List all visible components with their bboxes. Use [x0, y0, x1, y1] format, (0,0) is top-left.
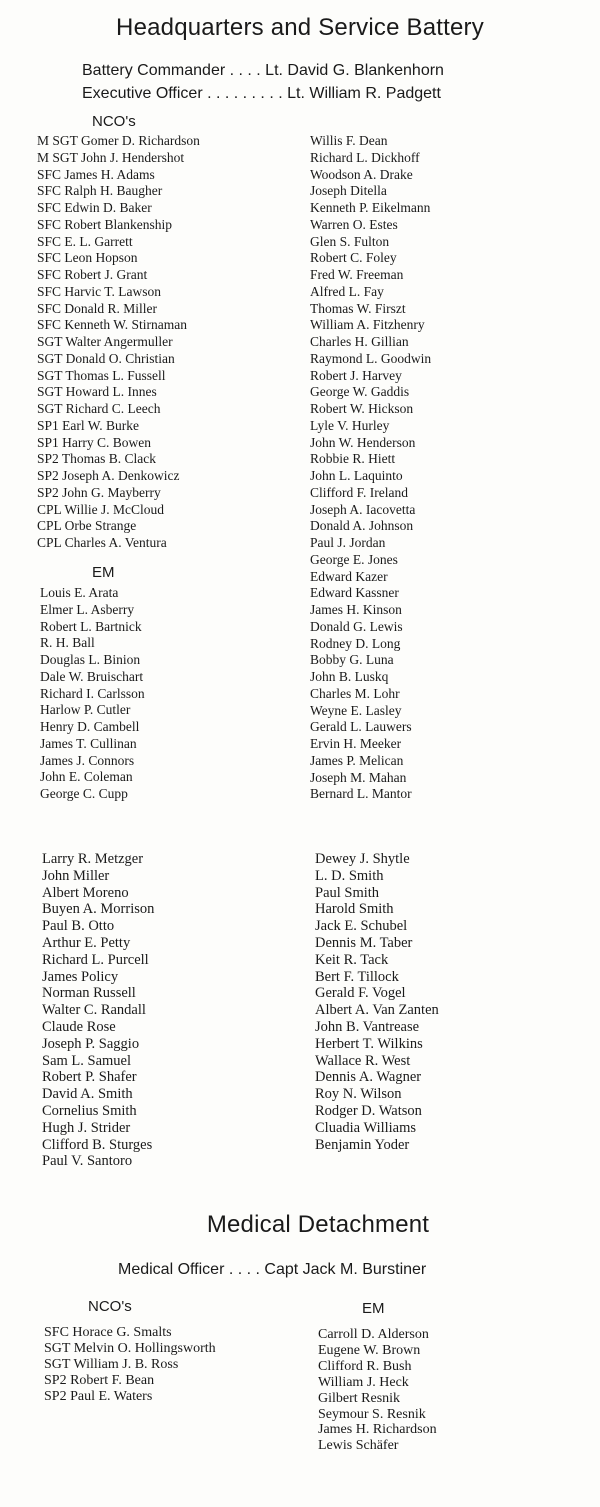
list-item: Paul B. Otto	[42, 918, 115, 935]
list-item: Charles M. Lohr	[310, 685, 400, 701]
medical-em-label: EM	[362, 1300, 385, 1317]
list-item: Cornelius Smith	[42, 1102, 137, 1119]
list-item: SFC Horace G. Smalts	[44, 1325, 172, 1340]
list-item: SP2 Thomas B. Clack	[37, 451, 157, 467]
list-item: Albert A. Van Zanten	[315, 1002, 439, 1019]
list-item: Donald G. Lewis	[310, 618, 403, 634]
list-item: Robert J. Harvey	[310, 367, 402, 383]
list-item: Gerald L. Lauwers	[310, 719, 412, 735]
list-item: Glen S. Fulton	[310, 233, 390, 249]
list-item: David A. Smith	[42, 1086, 133, 1103]
hq-right-column-list	[310, 133, 431, 803]
list-item: SGT Melvin O. Hollingsworth	[44, 1340, 216, 1356]
list-item: Robert P. Shafer	[42, 1069, 137, 1086]
list-item: Lewis Schäfer	[318, 1438, 399, 1454]
list-item: Sam L. Samuel	[42, 1052, 132, 1069]
list-item: Richard L. Purcell	[42, 951, 149, 968]
list-item: John B. Vantrease	[315, 1018, 420, 1035]
list-item: John W. Henderson	[310, 434, 416, 450]
list-item: Joseph Ditella	[310, 183, 387, 199]
executive-officer-line: Executive Officer . . . . . . . . . Lt. William R. Padgett	[82, 85, 441, 102]
list-item: Thomas W. Firszt	[310, 300, 406, 316]
list-item: Dewey J. Shytle	[315, 851, 410, 867]
list-item: SP1 Harry C. Bowen	[37, 434, 151, 450]
list-item: M SGT Gomer D. Richardson	[37, 133, 200, 148]
hq-nco-label: NCO's	[92, 113, 136, 130]
list-item: SP2 Robert F. Bean	[44, 1372, 155, 1388]
list-item: CPL Orbe Strange	[37, 518, 137, 534]
list-item: Claude Rose	[42, 1018, 116, 1035]
list-item: Richard L. Dickhoff	[310, 149, 420, 165]
list-item: SFC Kenneth W. Stirnaman	[37, 317, 188, 333]
hq-em2-left-list	[42, 851, 154, 1170]
list-item: Albert Moreno	[42, 884, 129, 901]
list-item: Woodson A. Drake	[310, 166, 413, 182]
list-item: Robert L. Bartnick	[40, 618, 142, 634]
list-item: John L. Laquinto	[310, 468, 403, 483]
list-item: SFC Donald R. Miller	[37, 300, 158, 316]
list-item: Harold Smith	[315, 901, 394, 918]
medical-em-list	[318, 1327, 437, 1454]
list-item: Eugene W. Brown	[318, 1342, 421, 1358]
list-item: Robert W. Hickson	[310, 401, 414, 416]
list-item: SP2 John G. Mayberry	[37, 484, 161, 500]
list-item: Dale W. Bruischart	[40, 668, 144, 684]
list-item: James T. Cullinan	[40, 735, 137, 751]
medical-officer-line: Medical Officer . . . . Capt Jack M. Burstiner	[118, 1261, 427, 1278]
list-item: Joseph P. Saggio	[42, 1035, 140, 1052]
list-item: Buyen A. Morrison	[42, 901, 155, 918]
list-item: Herbert T. Wilkins	[315, 1035, 423, 1052]
list-item: Douglas L. Binion	[40, 652, 141, 667]
list-item: R. H. Ball	[40, 635, 95, 651]
list-item: Rodney D. Long	[310, 635, 401, 651]
list-item: Robbie R. Hiett	[310, 451, 396, 467]
list-item: SFC Edwin D. Baker	[37, 200, 152, 215]
list-item: SP2 Paul E. Waters	[44, 1388, 153, 1404]
battery-commander-line: Battery Commander . . . . Lt. David G. Blankenhorn	[82, 62, 444, 79]
list-item: Keit R. Tack	[315, 951, 389, 968]
list-item: James P. Melican	[310, 752, 404, 768]
hq-nco-list	[37, 133, 200, 552]
list-item: SFC Ralph H. Baugher	[37, 183, 163, 199]
list-item: CPL Charles A. Ventura	[37, 535, 167, 550]
list-item: Rodger D. Watson	[315, 1102, 422, 1119]
list-item: James H. Richardson	[318, 1422, 437, 1438]
list-item: Edward Kazer	[310, 568, 388, 584]
list-item: George W. Gaddis	[310, 384, 410, 400]
list-item: Gerald F. Vogel	[315, 985, 406, 1002]
list-item: SGT Thomas L. Fussell	[37, 367, 166, 383]
list-item: Walter C. Randall	[42, 1002, 146, 1019]
list-item: William J. Heck	[318, 1374, 409, 1390]
list-item: Jack E. Schubel	[315, 918, 408, 935]
list-item: Cluadia Williams	[315, 1119, 417, 1136]
list-item: James H. Kinson	[310, 602, 402, 617]
list-item: Clifford R. Bush	[318, 1358, 412, 1374]
list-item: William A. Fitzhenry	[310, 317, 425, 333]
list-item: Richard I. Carlsson	[40, 685, 145, 701]
hq-em-label: EM	[92, 564, 115, 581]
list-item: SGT William J. B. Ross	[44, 1356, 179, 1372]
list-item: Joseph M. Mahan	[310, 769, 407, 785]
list-item: Larry R. Metzger	[42, 851, 144, 867]
list-item: SGT Donald O. Christian	[37, 350, 175, 366]
list-item: SGT Howard L. Innes	[37, 384, 157, 400]
list-item: SGT Richard C. Leech	[37, 401, 161, 416]
list-item: SFC Robert Blankenship	[37, 216, 173, 232]
hq-em-left-list	[40, 585, 145, 803]
list-item: Ervin H. Meeker	[310, 736, 402, 751]
list-item: SFC Robert J. Grant	[37, 267, 148, 282]
list-item: L. D. Smith	[315, 867, 384, 884]
list-item: SFC James H. Adams	[37, 166, 155, 182]
list-item: Benjamin Yoder	[315, 1136, 410, 1153]
list-item: George E. Jones	[310, 551, 398, 567]
list-item: Paul V. Santoro	[42, 1153, 133, 1170]
list-item: Warren O. Estes	[310, 216, 398, 232]
list-item: Kenneth P. Eikelmann	[310, 200, 431, 215]
list-item: Norman Russell	[42, 985, 136, 1002]
list-item: Wallace R. West	[315, 1052, 411, 1069]
list-item: SFC Harvic T. Lawson	[37, 283, 161, 299]
list-item: Lyle V. Hurley	[310, 417, 390, 433]
hq-em2-right-list	[315, 851, 439, 1153]
list-item: James J. Connors	[40, 752, 135, 768]
list-item: Hugh J. Strider	[42, 1119, 131, 1136]
list-item: Edward Kassner	[310, 585, 399, 601]
list-item: Charles H. Gillian	[310, 334, 409, 349]
list-item: SP2 Joseph A. Denkowicz	[37, 468, 180, 483]
list-item: SGT Walter Angermuller	[37, 334, 173, 349]
list-item: Bert F. Tillock	[315, 968, 399, 985]
list-item: Dennis M. Taber	[315, 934, 413, 951]
hq-title: Headquarters and Service Battery	[116, 14, 484, 41]
list-item: Paul J. Jordan	[310, 535, 386, 550]
list-item: CPL Willie J. McCloud	[37, 501, 164, 517]
list-item: Elmer L. Asberry	[40, 601, 135, 617]
list-item: Paul Smith	[315, 884, 380, 901]
list-item: John B. Luskq	[310, 669, 389, 684]
list-item: Robert C. Foley	[310, 250, 397, 266]
list-item: Harlow P. Cutler	[40, 702, 131, 718]
medical-nco-label: NCO's	[88, 1298, 132, 1315]
list-item: Bobby G. Luna	[310, 652, 394, 668]
list-item: James Policy	[42, 968, 119, 985]
list-item: Arthur E. Petty	[42, 934, 131, 951]
list-item: Clifford B. Sturges	[42, 1136, 153, 1153]
list-item: Joseph A. Iacovetta	[310, 501, 416, 517]
list-item: Roy N. Wilson	[315, 1086, 402, 1103]
list-item: Gilbert Resnik	[318, 1390, 401, 1406]
list-item: Henry D. Cambell	[40, 719, 140, 734]
list-item: Willis F. Dean	[310, 133, 388, 148]
list-item: Fred W. Freeman	[310, 267, 404, 282]
list-item: Weyne E. Lasley	[310, 702, 402, 718]
list-item: John E. Coleman	[40, 769, 133, 785]
list-item: Bernard L. Mantor	[310, 786, 412, 802]
medical-nco-list	[44, 1325, 216, 1405]
list-item: SP1 Earl W. Burke	[37, 417, 140, 433]
list-item: George C. Cupp	[40, 786, 128, 801]
list-item: Carroll D. Alderson	[318, 1327, 429, 1342]
list-item: John Miller	[42, 867, 110, 884]
list-item: SFC E. L. Garrett	[37, 233, 133, 249]
list-item: SFC Leon Hopson	[37, 250, 138, 266]
list-item: Dennis A. Wagner	[315, 1069, 422, 1086]
list-item: M SGT John J. Hendershot	[37, 149, 185, 165]
list-item: Raymond L. Goodwin	[310, 350, 432, 366]
list-item: Donald A. Johnson	[310, 518, 414, 534]
list-item: Alfred L. Fay	[310, 283, 384, 299]
list-item: Louis E. Arata	[40, 585, 119, 600]
medical-title: Medical Detachment	[206, 1211, 430, 1238]
list-item: Seymour S. Resnik	[318, 1406, 426, 1422]
list-item: Clifford F. Ireland	[310, 484, 409, 500]
